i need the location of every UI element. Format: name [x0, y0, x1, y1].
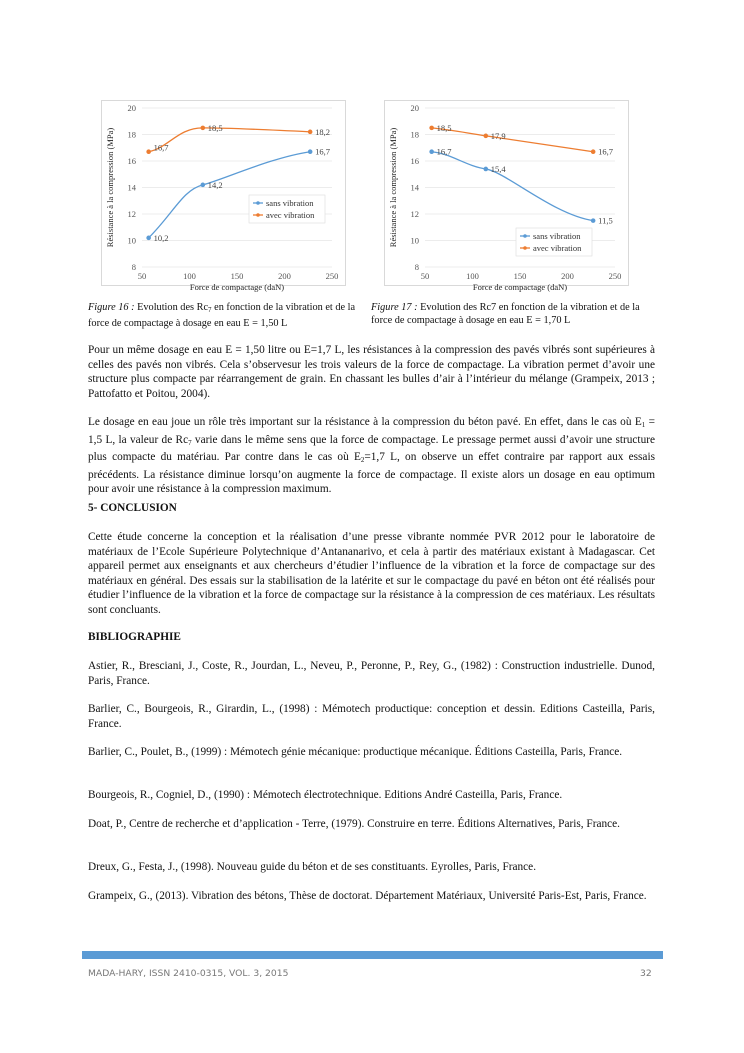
data-point: [591, 218, 596, 223]
data-point: [201, 183, 206, 188]
bib-entry: Barlier, C., Bourgeois, R., Girardin, L., (1998) : Mémotech productique: conception et dessin. Editions Casteilla, Paris, France.: [88, 703, 655, 730]
figure-16-caption-sub: 7: [208, 306, 212, 314]
data-label: 14,2: [207, 179, 223, 190]
y-tick-label: 20: [127, 103, 136, 113]
chart-frame: [385, 101, 629, 286]
x-tick-label: 100: [466, 271, 479, 281]
bib-entry: Barlier, C., Poulet, B., (1999) : Mémotech génie mécanique: productique mécanique. Éditions Casteilla, Paris, France.: [88, 746, 623, 758]
p2-text-b: = 1,5 L, la valeur de Rc: [88, 416, 655, 446]
x-tick-label: 200: [561, 271, 574, 281]
footer-rule: [82, 951, 663, 959]
bib-entry: Dreux, G., Festa, J., (1998). Nouveau guide du béton et de ses constituants. Eyrolles, Paris, France.: [88, 861, 537, 873]
journal-footer: MADA-HARY, ISSN 2410-0315, VOL. 3, 2015: [88, 968, 289, 979]
y-tick-label: 18: [410, 129, 419, 140]
bib-entry: Astier, R., Bresciani, J., Coste, R., Jourdan, L., Neveu, P., Peronne, P., Rey, G., (1982) : Construction industrielle. Dunod, Paris, France.: [88, 660, 655, 687]
y-tick-label: 10: [127, 235, 136, 246]
y-tick-label: 18: [127, 129, 136, 140]
figure-16-caption: [88, 301, 378, 330]
data-label: 18,2: [315, 126, 331, 137]
paragraph-conclusion-text: Cette étude concerne la conception et la réalisation d’une presse vibrante nommée PVR 2012 pour le laboratoire de matériaux de l’Ecole Supérieure Polytechnique d’Antananarivo, et cela à partir des matériaux existant à Madagascar. Cet appareil permet aux enseignants et aux chercheurs d’étudier l’influence de la vibration et la force de compactage sur des matériaux en général. Des essais sur la stabilisation de la latérite et sur le compactage du pavé en béton ont été réalisés pour étudier l’influence de la vibration et la force de compactage sur la résistance à la compression de ces matériaux. Les résultats sont concluants.: [88, 531, 655, 616]
data-point: [484, 134, 489, 139]
page-number: 32: [640, 968, 652, 979]
y-tick-label: 8: [131, 262, 136, 272]
x-tick-label: 250: [325, 271, 339, 281]
legend-label: sans vibration: [266, 198, 314, 208]
x-tick-label: 150: [230, 271, 244, 281]
legend-marker: [523, 234, 527, 238]
y-axis-label: Résistance à la compression (MPa): [105, 127, 115, 248]
data-point: [591, 149, 596, 154]
figure-16-caption-text-b: en fonction de la vibration et de la force de compactage à dosage en eau E = 1,50 L: [88, 302, 356, 329]
data-point: [146, 236, 151, 241]
bib-entry: Grampeix, G., (2013). Vibration des bétons, Thèse de doctorat. Département Matériaux, Université Paris-Est, Paris, France.: [88, 890, 647, 902]
legend-label: avec vibration: [533, 243, 582, 253]
data-point: [308, 130, 313, 135]
x-axis-label: Force de compactage (daN): [472, 282, 568, 292]
data-point: [308, 149, 313, 154]
data-point: [201, 126, 206, 131]
y-tick-label: 8: [414, 262, 419, 272]
data-point: [146, 149, 151, 154]
figure-16-svg: [101, 100, 346, 292]
legend-marker: [523, 246, 527, 250]
paragraph-vibration-text: Pour un même dosage en eau E = 1,50 litre ou E=1,7 L, les résistances à la compression des pavés vibrés sont supérieures à celles des pavés non vibrés. Cela s’observesur les trois valeurs de la force de compactage. La vibration permet d’avoir une structure plus compacte par réarrangement de grain. En chassant les bulles d’air à l’intérieur du mélange (Grampeix, 2013 ; Pattofatto et Poitou, 2004).: [88, 344, 655, 400]
figure-16-caption-text-a: Evolution des Rc: [134, 302, 209, 313]
data-label: 18,5: [207, 122, 223, 133]
x-tick-label: 50: [420, 271, 430, 281]
y-tick-label: 20: [410, 103, 419, 113]
figure-17-caption-label: Figure 17 :: [371, 302, 418, 313]
legend-marker: [256, 213, 260, 217]
figure-17-caption: [371, 301, 661, 327]
x-tick-label: 150: [513, 271, 527, 281]
data-label: 16,7: [153, 142, 169, 153]
y-tick-label: 12: [127, 209, 136, 219]
y-tick-label: 14: [127, 182, 136, 193]
y-tick-label: 16: [410, 156, 419, 166]
x-tick-label: 250: [608, 271, 622, 281]
data-label: 17,9: [490, 130, 506, 141]
x-tick-label: 200: [278, 271, 291, 281]
data-point: [429, 126, 434, 131]
legend-marker: [256, 201, 260, 205]
x-tick-label: 50: [137, 271, 147, 281]
data-label: 10,2: [153, 232, 169, 243]
paragraph-water-dosage: [88, 415, 655, 497]
bib-entry: Doat, P., Centre de recherche et d’application - Terre, (1979). Construire en terre. Éditions Alternatives, Paris, France.: [88, 818, 620, 830]
bibliography-heading: BIBLIOGRAPHIE: [88, 631, 181, 643]
x-tick-label: 100: [183, 271, 196, 281]
y-tick-label: 10: [410, 235, 419, 246]
paragraph-conclusion: [88, 530, 655, 618]
figure-17-svg: [384, 100, 629, 292]
conclusion-heading: 5- CONCLUSION: [88, 502, 177, 514]
y-axis-label: Résistance à la compression (MPa): [388, 127, 398, 248]
data-label: 15,4: [490, 163, 506, 174]
data-label: 11,5: [598, 215, 613, 226]
data-label: 16,7: [436, 146, 452, 157]
legend-label: avec vibration: [266, 210, 315, 220]
paragraph-vibration: [88, 343, 655, 401]
figure-17-chart: [384, 100, 629, 292]
p2-sub-3: 2: [360, 456, 365, 465]
p2-text-a: Le dosage en eau joue un rôle très important sur la résistance à la compression du béton pavé. En effet, dans le cas où E: [88, 416, 642, 428]
y-tick-label: 12: [410, 209, 419, 219]
y-tick-label: 16: [127, 156, 136, 166]
data-point: [429, 149, 434, 154]
bib-entry: Bourgeois, R., Cogniel, D., (1990) : Mémotech électrotechnique. Editions André Casteilla, Paris, France.: [88, 789, 563, 801]
p2-text-c: varie dans le même sens que la force de compactage. Le pressage permet aussi d’avoir une structure plus compacte du matériau. Par contre dans le cas où E: [88, 433, 655, 464]
figure-16-caption-label: Figure 16 :: [88, 302, 135, 313]
figure-17-caption-text: Evolution des Rc7 en fonction de la vibration et de la force de compactage à dosage en eau E = 1,70 L: [371, 302, 640, 326]
data-point: [484, 167, 489, 172]
figure-16-chart: [101, 100, 346, 292]
data-label: 18,5: [436, 122, 452, 133]
legend-label: sans vibration: [533, 231, 581, 241]
y-tick-label: 14: [410, 182, 419, 193]
p2-sub-2: 7: [188, 438, 192, 447]
data-label: 16,7: [315, 146, 331, 157]
data-label: 16,7: [598, 146, 614, 157]
p2-text-d: =1,7 L, on observe un effet contraire par rapport aux essais précédents. La résistance diminue lorsqu’on augmente la force de compactage. Il existe alors un dosage en eau optimum pour avoir une résistance à la compression maximum.: [88, 451, 655, 496]
p2-sub-1: 1: [641, 421, 646, 429]
x-axis-label: Force de compactage (daN): [189, 282, 285, 292]
